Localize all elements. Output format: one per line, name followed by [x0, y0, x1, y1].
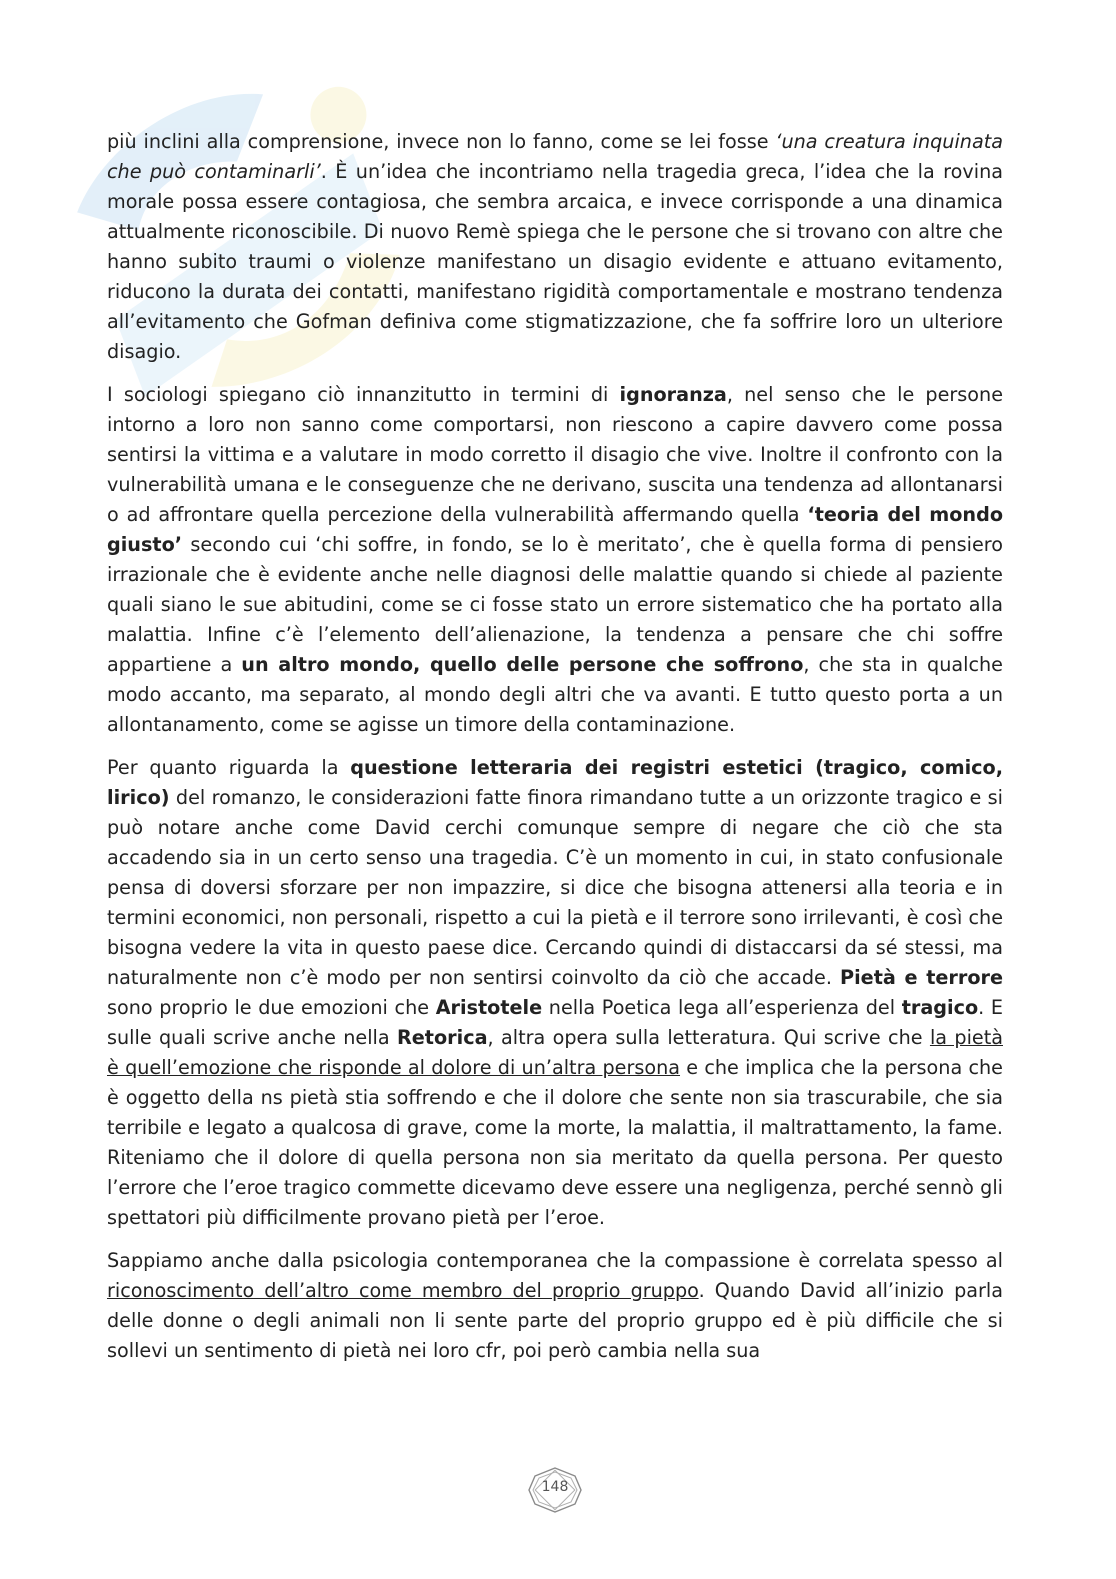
paragraph	[107, 753, 1003, 1233]
bold-text: Pietà e terrore	[840, 966, 1003, 989]
text-segment: I sociologi spiegano ciò innanzitutto in termini di	[107, 383, 620, 406]
page-number: 148	[541, 1479, 569, 1495]
paragraph	[107, 127, 1003, 367]
text-segment: secondo cui ‘chi soffre, in fondo, se lo è meritato’, che è quella forma di pensiero irrazionale che è evidente anche nelle diagnosi delle malattie quando si chiede al paziente quali siano le sue abitudini, come se ci fosse stato un errore sistematico che ha portato alla malattia. Infine c’è l’elemento dell’alienazione, la tendenza a pensare che chi soffre appartiene a	[107, 533, 1003, 676]
underlined-text: riconoscimento dell’altro come membro del proprio gruppo	[107, 1279, 699, 1302]
bold-text: questione letteraria dei registri estetici (tragico, comico, lirico)	[107, 756, 1003, 809]
text-segment: . Quando David all’inizio parla delle donne o degli animali non li sente parte del proprio gruppo ed è più difficile che si sollevi un sentimento di pietà nei loro cfr, poi però cambia nella sua	[107, 1279, 1003, 1362]
text-segment: Sappiamo anche dalla psicologia contemporanea che la compassione è correlata spesso al	[107, 1249, 1003, 1272]
text-segment: Per quanto riguarda la	[107, 756, 351, 779]
bold-text: ‘teoria del mondo giusto’	[107, 503, 1003, 556]
bold-text: ignoranza	[619, 383, 727, 406]
text-segment: del romanzo, le considerazioni fatte finora rimandano tutte a un orizzonte tragico e si può notare anche come David cerchi comunque sempre di negare che ciò che sta accadendo sia in un certo senso una tragedia. C’è un momento in cui, in stato confusionale pensa di doversi sforzare per non impazzire, si dice che bisogna attenersi alla teoria e in termini economici, non personali, rispetto a cui la pietà e il terrore sono irrilevanti, è così che bisogna vedere la vita in questo paese dice. Cercando quindi di distaccarsi da sé stessi, ma naturalmente non c’è modo per non sentirsi coinvolto da ciò che accade.	[107, 786, 1003, 989]
text-segment: , nel senso che le persone intorno a loro non sanno come comportarsi, non riescono a capire davvero come possa sentirsi la vittima e a valutare in modo corretto il disagio che vive. Inoltre il confronto con la vulnerabilità umana e le conseguenze che ne derivano, suscita una tendenza ad allontanarsi o ad affrontare quella percezione della vulnerabilità affermando quella	[107, 383, 1003, 526]
paragraph	[107, 1246, 1003, 1366]
document-body	[107, 127, 1003, 1379]
text-segment: nella Poetica lega all’esperienza del	[542, 996, 902, 1019]
underlined-text: la pietà è quell’emozione che risponde al dolore di un’altra persona	[107, 1026, 1003, 1079]
text-segment: . È un’idea che incontriamo nella tragedia greca, l’idea che la rovina morale possa essere contagiosa, che sembra arcaica, e invece corrisponde a una dinamica attualmente riconoscibile. Di nuovo Remè spiega che le persone che si trovano con altre che hanno subito traumi o violenze manifestano un disagio evidente e attuano evitamento, riducono la durata dei contatti, manifestano rigidità comportamentale e mostrano tendenza all’evitamento che Gofman definiva come stigmatizzazione, che fa soffrire loro un ulteriore disagio.	[107, 160, 1003, 363]
paragraph	[107, 380, 1003, 740]
text-segment: . E sulle quali scrive anche nella	[107, 996, 1004, 1049]
text-segment: sono proprio le due emozioni che	[107, 996, 436, 1019]
text-segment: e che implica che la persona che è oggetto della ns pietà stia soffrendo e che il dolore che sente non sia trascurabile, che sia terribile e legato a qualcosa di grave, come la morte, la malattia, il maltrattamento, la fame. Riteniamo che il dolore di quella persona non sia meritato da quella persona. Per questo l’errore che l’eroe tragico commette dicevamo deve essere una negligenza, perché sennò gli spettatori più difficilmente provano pietà per l’eroe.	[107, 1056, 1003, 1229]
italic-text: ‘una creatura inquinata che può contaminarli’	[107, 130, 1003, 183]
text-segment: , altra opera sulla letteratura. Qui scrive che	[487, 1026, 930, 1049]
bold-text: Aristotele	[435, 996, 543, 1019]
text-segment: , che sta in qualche modo accanto, ma separato, al mondo degli altri che va avanti. E tutto questo porta a un allontanamento, come se agisse un timore della contaminazione.	[107, 653, 1003, 736]
bold-text: tragico	[901, 996, 979, 1019]
text-segment: più inclini alla comprensione, invece non lo fanno, come se lei fosse	[107, 130, 776, 153]
bold-text: un altro mondo, quello delle persone che soffrono	[241, 653, 804, 676]
page-number-badge	[527, 1466, 583, 1514]
bold-text: Retorica	[397, 1026, 488, 1049]
